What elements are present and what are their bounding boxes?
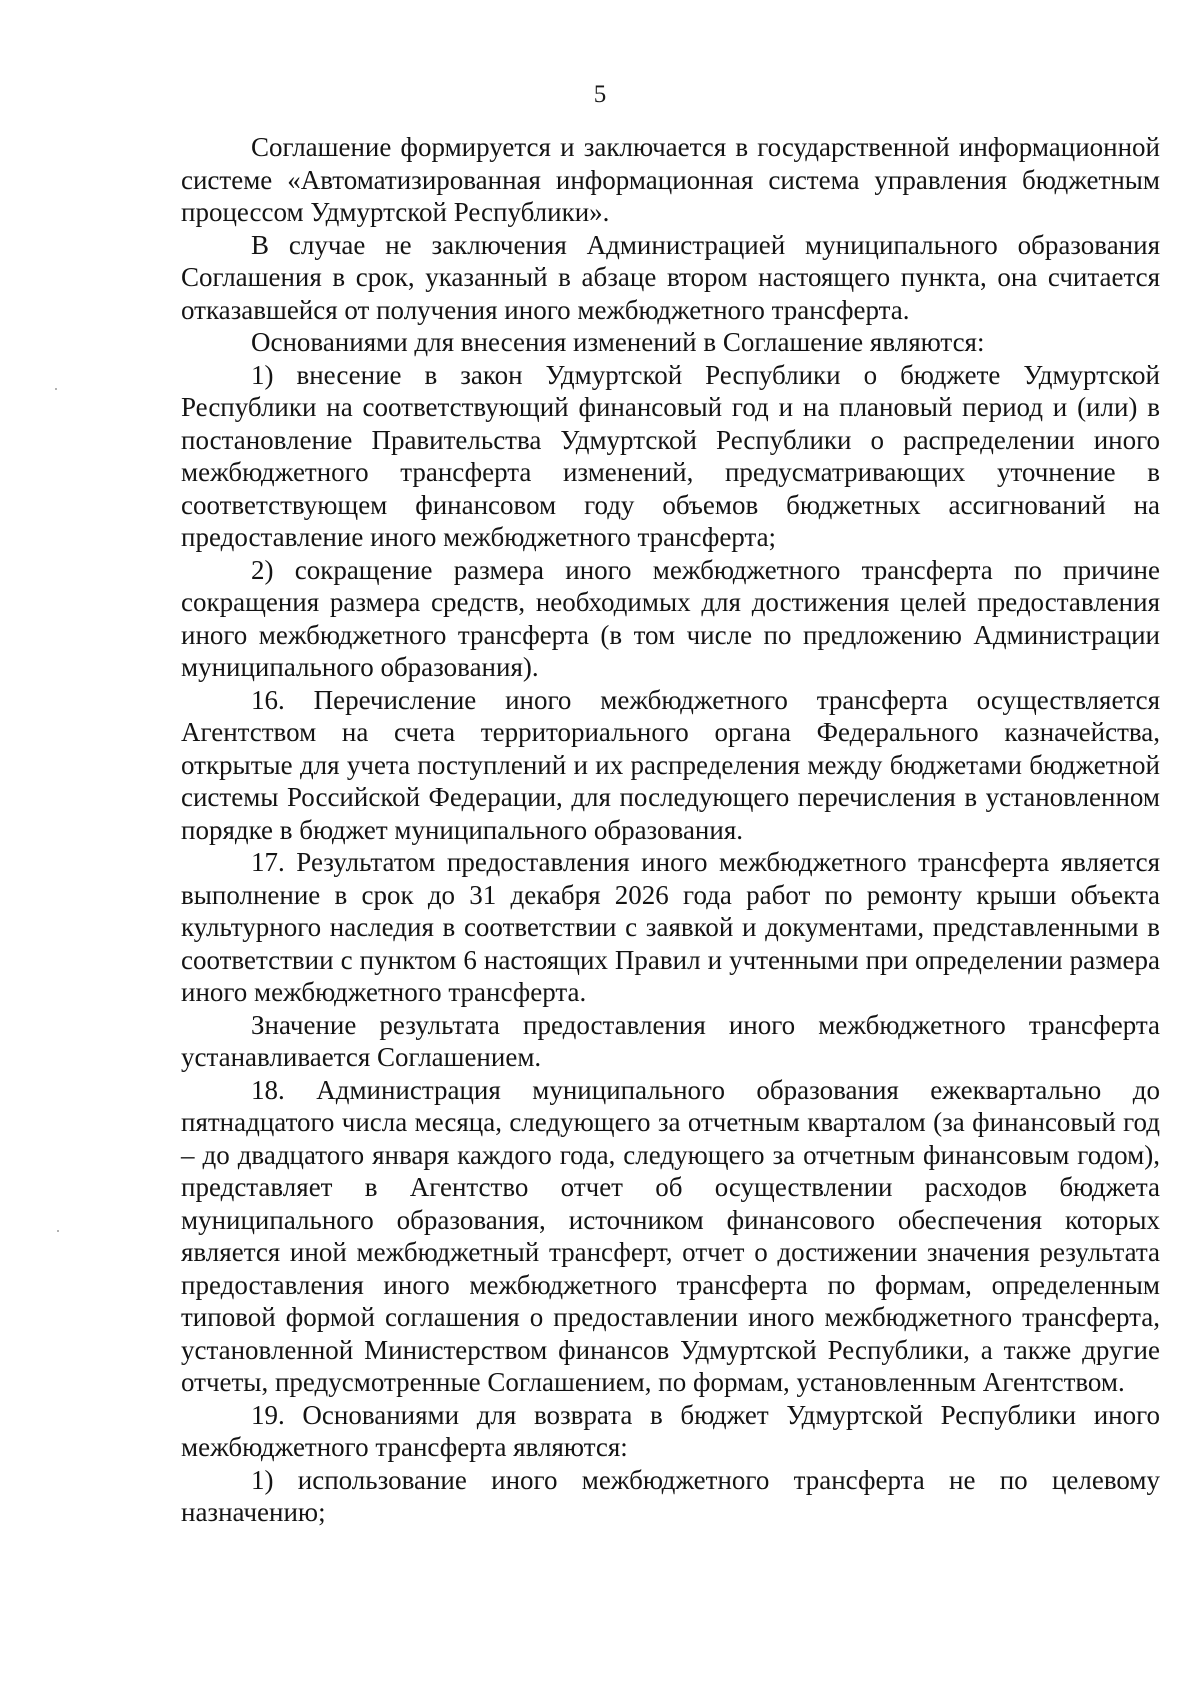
- scan-speck: [55, 388, 57, 390]
- paragraph-agreement-system: Соглашение формируется и заключается в государственной информационной системе «Автоматизированная информационная система управления бюджетным процессом Удмуртской Республики».: [181, 132, 1160, 227]
- clause-17: 17. Результатом предоставления иного межбюджетного трансферта является выполнение в срок до 31 декабря 2026 года работ по ремонту крыши объекта культурного наследия в соответствии с заявкой и документами, представленными в соответствии с пунктом 6 настоящих Правил и учтенными при определении размера иного межбюджетного трансферта.: [181, 847, 1160, 1007]
- clause-16: 16. Перечисление иного межбюджетного трансферта осуществляется Агентством на счета территориального органа Федерального казначейства, открытые для учета поступлений и их распределения между бюджетами бюджетной системы Российской Федерации, для последующего перечисления в установленном порядке в бюджет муниципального образования.: [181, 684, 1160, 845]
- paragraph-result-value: Значение результата предоставления иного межбюджетного трансферта устанавливается Соглашением.: [181, 1009, 1160, 1072]
- page-number: 5: [593, 81, 607, 108]
- list-item-amendment-1: 1) внесение в закон Удмуртской Республики о бюджете Удмуртской Республики на соответствующий финансовый год и на плановый период и (или) в постановление Правительства Удмуртской Республики о распределении иного межбюджетного трансферта изменений, предусматривающих уточнение в соответствующем финансовом году объемов бюджетных ассигнований на предоставление иного межбюджетного трансферта;: [181, 359, 1160, 552]
- list-item-amendment-2: 2) сокращение размера иного межбюджетного трансферта по причине сокращения размера средств, необходимых для достижения целей предоставления иного межбюджетного трансферта (в том числе по предложению Администрации муниципального образования).: [181, 554, 1160, 682]
- paragraph-agreement-refusal: В случае не заключения Администрацией муниципального образования Соглашения в срок, указанный в абзаце втором настоящего пункта, она считается отказавшейся от получения иного межбюджетного трансферта.: [181, 229, 1160, 325]
- scan-speck: [57, 1230, 59, 1232]
- list-item-return-1: 1) использование иного межбюджетного трансферта не по целевому назначению;: [181, 1464, 1160, 1527]
- document-body: [181, 131, 1160, 1529]
- paragraph-amendment-grounds: Основаниями для внесения изменений в Соглашение являются:: [251, 327, 985, 357]
- clause-18: 18. Администрация муниципального образования ежеквартально до пятнадцатого числа месяца, следующего за отчетным кварталом (за финансовый год – до двадцатого января каждого года, следующего за отчетным финансовым годом), представляет в Агентство отчет об осуществлении расходов бюджета муниципального образования, источником финансового обеспечения которых является иной межбюджетный трансферт, отчет о достижении значения результата предоставления иного межбюджетного трансферта по формам, определенным типовой формой соглашения о предоставлении иного межбюджетного трансферта, установленной Министерством финансов Удмуртской Республики, а также другие отчеты, предусмотренные Соглашением, по формам, установленным Агентством.: [181, 1074, 1160, 1397]
- clause-19: 19. Основаниями для возврата в бюджет Удмуртской Республики иного межбюджетного трансферта являются:: [181, 1399, 1160, 1462]
